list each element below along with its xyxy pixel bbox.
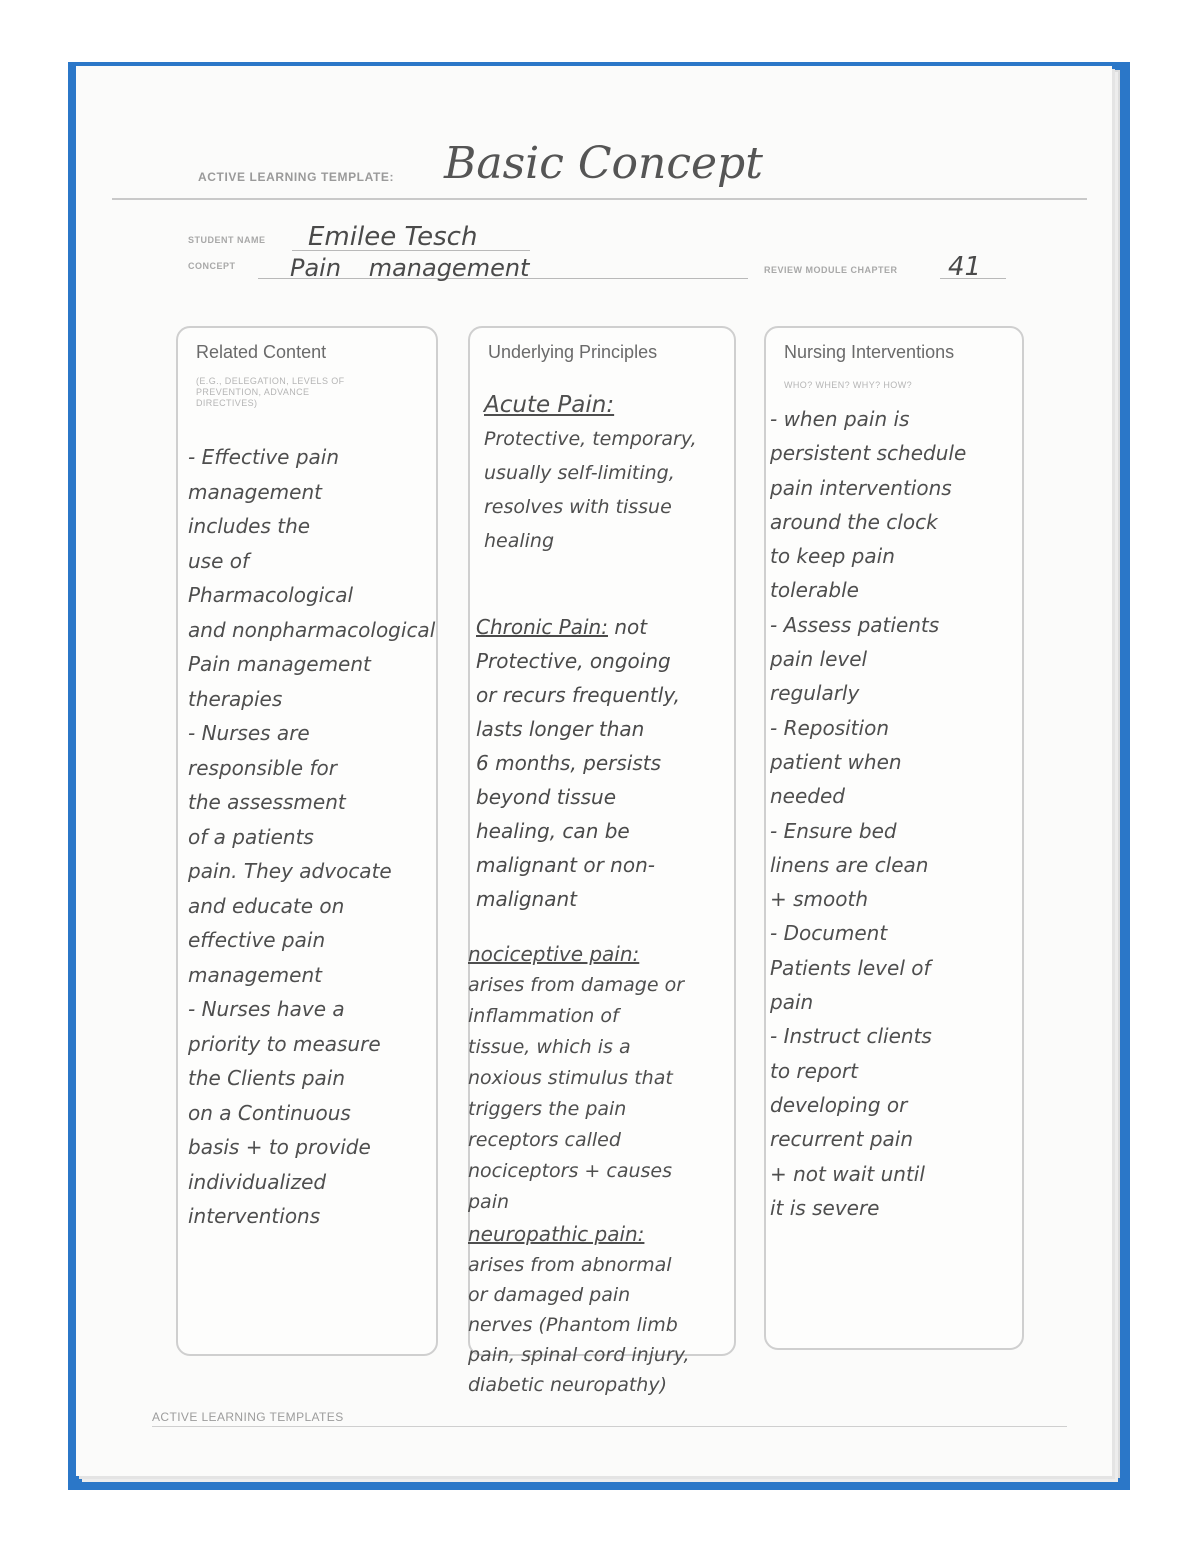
related-content-title: Related Content	[196, 342, 327, 362]
related-content-box	[176, 326, 438, 1356]
concept-label: CONCEPT	[188, 261, 236, 271]
related-content-subtitle: (E.G., DELEGATION, LEVELS OF PREVENTION, ADVANCE DIRECTIVES)	[196, 376, 345, 408]
neuropathic-pain-text: arises from abnormal or damaged pain nerves (Phantom limb pain, spinal cord injury, diabetic neuropathy)	[468, 1254, 690, 1396]
review-module-value: 41	[948, 252, 982, 282]
underlying-principles-notes	[468, 388, 764, 1400]
footer-label: ACTIVE LEARNING TEMPLATES	[152, 1410, 344, 1424]
nociceptive-pain-text: arises from damage or inflammation of tissue, which is a noxious stimulus that triggers the pain receptors called nociceptors + causes pain	[468, 974, 685, 1213]
chronic-pain-block	[476, 610, 756, 916]
review-module-label: REVIEW MODULE CHAPTER	[764, 265, 898, 275]
related-content-notes: - Effective pain management includes the use of Pharmacological and nonpharmacological Pain management therapies - Nurses are responsible for the assessment of a patients pain. They advocate and educate on effective pain management - Nurses have a priority to measure the Clients pain on a Continuous basis + to provide individualized interventions	[188, 445, 436, 1228]
concept-value: Pain management	[290, 254, 530, 282]
nursing-interventions-subtitle: WHO? WHEN? WHY? HOW?	[784, 380, 913, 390]
nursing-interventions-title: Nursing Interventions	[784, 342, 955, 362]
student-name-value: Emilee Tesch	[308, 222, 478, 252]
template-title: Basic Concept	[444, 138, 763, 189]
chronic-pain-text: not Protective, ongoing or recurs frequently, lasts longer than 6 months, persists beyond tissue healing, can be malignant or non- malignant	[476, 615, 680, 911]
nociceptive-pain-heading: nociceptive pain:	[468, 942, 640, 966]
chronic-pain-heading: Chronic Pain:	[476, 615, 608, 639]
footer-divider	[152, 1426, 1067, 1427]
acute-pain-text: Protective, temporary, usually self-limiting, resolves with tissue healing	[484, 428, 697, 552]
nursing-interventions-box	[764, 326, 1024, 1350]
neuropathic-pain-heading: neuropathic pain:	[468, 1222, 645, 1246]
nursing-interventions-notes: - when pain is persistent schedule pain interventions around the clock to keep pain tolerable - Assess patients pain level regularly - Reposition patient when needed - Ensure bed linens are clean + smooth - Document Patients level of pain - Instruct clients to report developing or recurrent pain + not wait until it is severe	[770, 407, 967, 1220]
template-header	[112, 140, 1087, 200]
underlying-principles-title: Underlying Principles	[488, 342, 658, 362]
acute-pain-heading: Acute Pain:	[484, 392, 615, 418]
student-name-label: STUDENT NAME	[188, 235, 266, 245]
template-label: ACTIVE LEARNING TEMPLATE:	[198, 170, 395, 184]
